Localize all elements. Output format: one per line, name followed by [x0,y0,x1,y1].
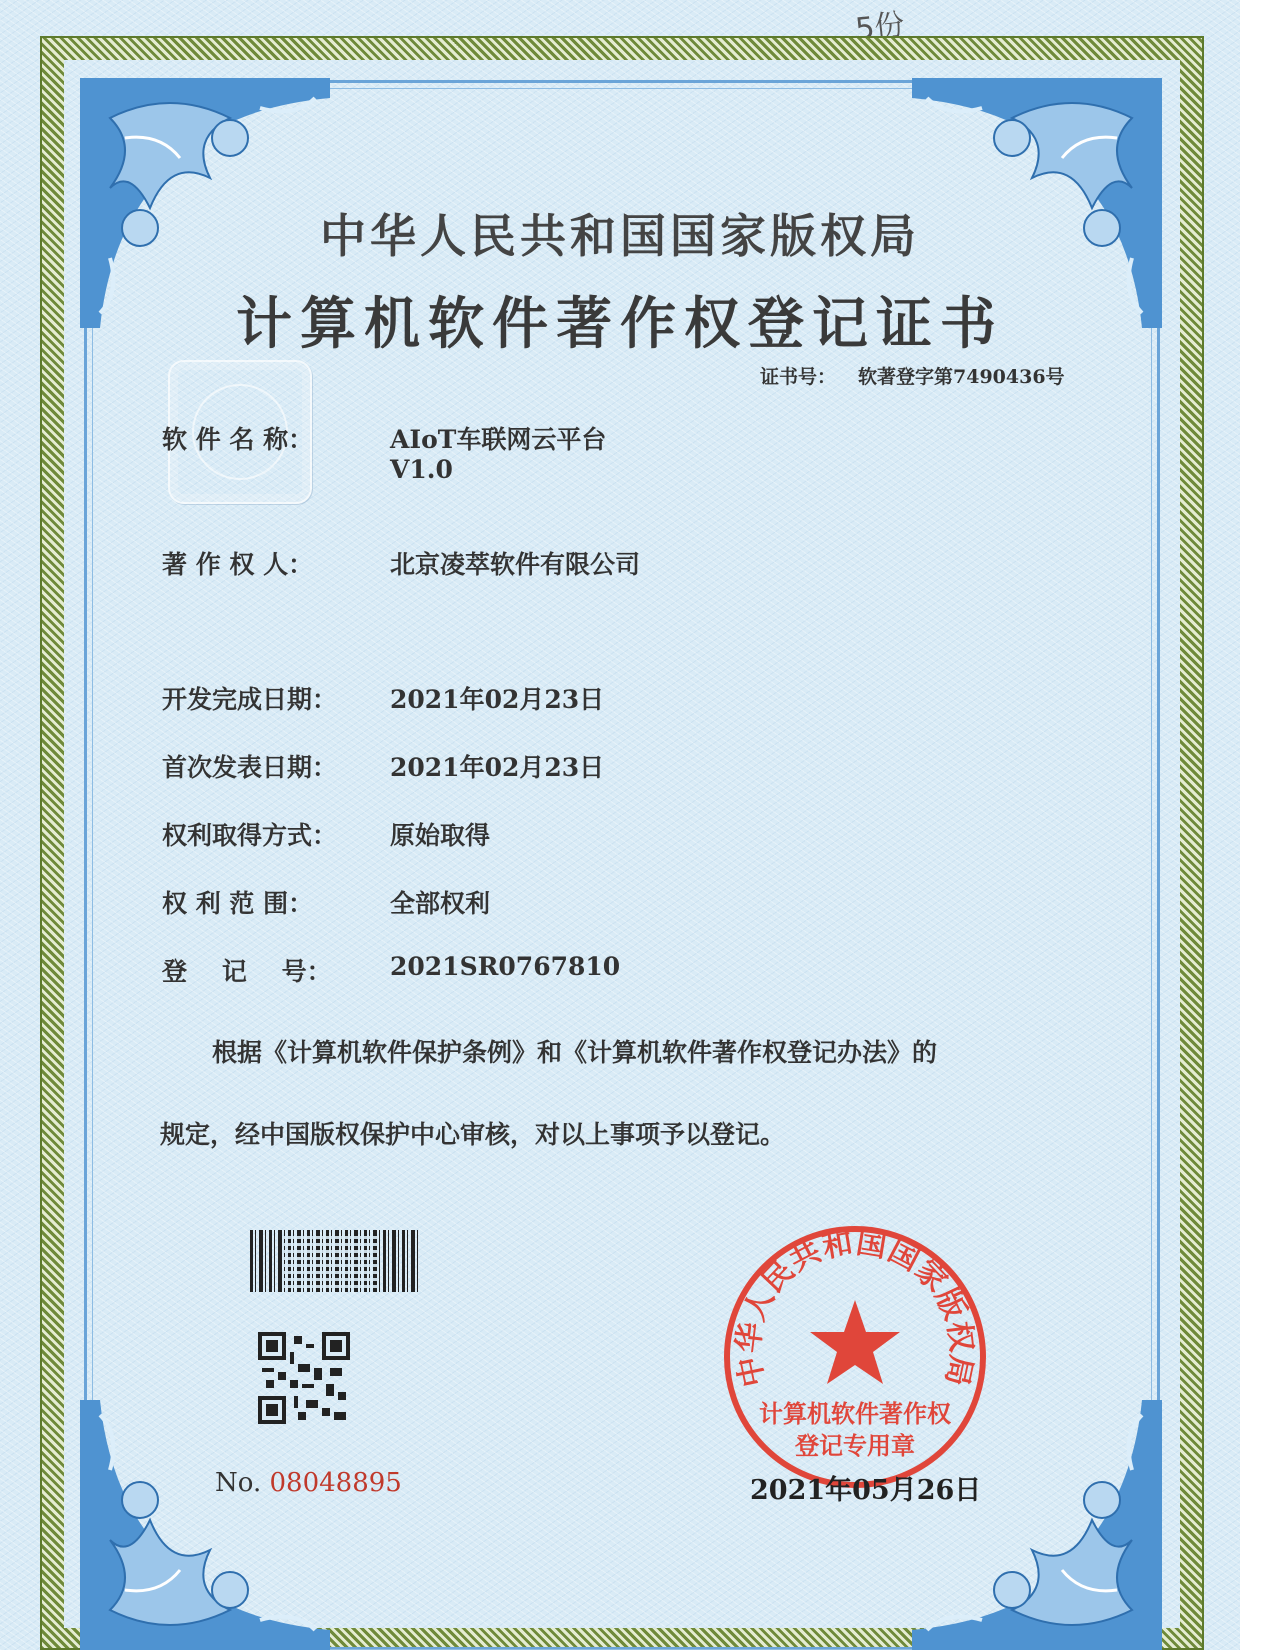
barcode-icon [250,1230,420,1292]
official-seal-icon [720,1222,990,1492]
serial-prefix: No. [215,1468,262,1498]
serial-value: 08048895 [269,1468,402,1498]
field-value-first-publication-date: 2021年02月23日 [390,753,605,782]
certificate-number [760,362,1065,389]
statement-line-2: 规定，经中国版权保护中心审核，对以上事项予以登记。 [160,1120,786,1149]
seal-line-2: 登记专用章 [795,1431,915,1460]
handwritten-mark: 5份 [853,7,907,48]
cert-no-value: 软著登字第7490436号 [858,366,1065,388]
field-label-first-publication-date: 首次发表日期： [162,753,338,782]
field-value-registration-number: 2021SR0767810 [390,952,621,981]
field-label-acquisition-method: 权利取得方式： [162,821,338,850]
field-value-acquisition-method: 原始取得 [390,821,491,850]
field-value-software-version: V1.0 [390,455,453,484]
issuer-heading: 中华人民共和国国家版权局 [320,209,920,263]
issue-date: 2021年05月26日 [750,1475,982,1506]
field-label-completion-date: 开发完成日期： [162,685,338,714]
cert-no-label: 证书号： [760,366,837,388]
field-label-copyright-owner: 著 作 权 人： [162,550,314,579]
certificate-title: 计算机软件著作权登记证书 [236,291,1004,357]
field-label-registration-number: 登 记 号： [162,957,332,986]
qr-code-icon [258,1332,350,1424]
field-value-copyright-owner: 北京凌萃软件有限公司 [390,550,641,579]
field-label-software-name: 软 件 名 称： [162,425,314,454]
seal-ring-text: 中华人民共和国国家版权局 [731,1225,979,1390]
field-value-software-name: AIoT车联网云平台 [390,425,607,454]
statement-line-1: 根据《计算机软件保护条例》和《计算机软件著作权登记办法》的 [212,1038,938,1067]
field-value-completion-date: 2021年02月23日 [390,685,605,714]
serial-number [215,1468,402,1498]
seal-line-1: 计算机软件著作权 [759,1399,951,1428]
corner-ornament-icon [80,1400,330,1650]
field-label-rights-scope: 权 利 范 围： [162,889,314,918]
field-value-rights-scope: 全部权利 [390,889,491,918]
